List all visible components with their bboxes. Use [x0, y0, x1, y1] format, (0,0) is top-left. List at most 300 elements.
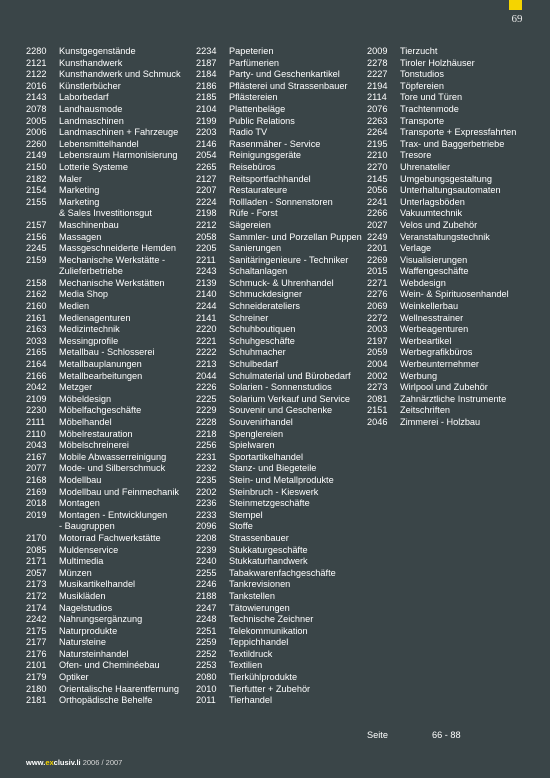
directory-entry [26, 498, 191, 510]
directory-entry [196, 579, 366, 591]
entry-name: Tierhandel [229, 695, 273, 706]
directory-entry [26, 382, 191, 394]
entry-name: Spielwaren [229, 440, 275, 451]
entry-name: Parfümerien [229, 57, 280, 68]
entry-name: Schuhboutiquen [229, 324, 296, 335]
entry-name: Schaltanlagen [229, 266, 288, 277]
entry-code: 2247 [196, 602, 217, 613]
entry-name: Solarien - Sonnenstudios [229, 382, 332, 393]
entry-name: Lebensraum Harmonisierung [59, 150, 178, 161]
entry-code: 2226 [196, 382, 217, 393]
entry-code: 2244 [196, 301, 217, 312]
entry-code: 2004 [367, 359, 388, 370]
entry-name: Wein- & Spirituosenhandel [400, 289, 509, 300]
entry-name: Telekommunikation [229, 625, 308, 636]
directory-column-3-list [367, 46, 537, 429]
directory-entry [367, 336, 537, 348]
entry-code: 2167 [26, 451, 47, 462]
entry-name: Mode- und Silberschmuck [59, 463, 166, 474]
directory-entry [26, 405, 191, 417]
entry-name: Tabakwarenfachgeschäfte [229, 567, 336, 578]
entry-name: Kunsthandwerk und Schmuck [59, 69, 181, 80]
directory-entry [26, 521, 191, 533]
entry-code: 2005 [26, 115, 47, 126]
entry-code: 2016 [26, 80, 47, 91]
entry-code: 2175 [26, 625, 47, 636]
entry-code: 2127 [196, 173, 217, 184]
entry-code: 2199 [196, 115, 217, 126]
entry-name: Multimedia [59, 556, 104, 567]
directory-entry [26, 603, 191, 615]
directory-entry [196, 475, 366, 487]
entry-code: 2187 [196, 57, 217, 68]
entry-name: Metallbau - Schlosserei [59, 347, 155, 358]
directory-entry [367, 162, 537, 174]
directory-entry [26, 510, 191, 522]
entry-code: 2166 [26, 370, 47, 381]
entry-name: Natursteinhandel [59, 648, 129, 659]
entry-name: Optiker [59, 672, 89, 683]
directory-entry [26, 150, 191, 162]
entry-name: Steinmetzgeschäfte [229, 498, 310, 509]
entry-code: 2203 [196, 127, 217, 138]
entry-name: Media Shop [59, 289, 109, 300]
entry-code: 2176 [26, 648, 47, 659]
entry-name: Töpfereien [400, 80, 444, 91]
directory-entry [26, 545, 191, 557]
entry-name: Rasenmäher - Service [229, 138, 321, 149]
entry-name: Musikläden [59, 590, 106, 601]
entry-code: 2240 [196, 556, 217, 567]
directory-entry [196, 417, 366, 429]
page-number: 69 [511, 13, 523, 25]
entry-name: & Sales Investitionsgut [59, 208, 152, 219]
entry-name: Strassenbauer [229, 532, 289, 543]
entry-name: Reinigungsgeräte [229, 150, 302, 161]
entry-code: 2242 [26, 614, 47, 625]
directory-entry [196, 556, 366, 568]
entry-name: Künstlerbücher [59, 80, 121, 91]
directory-entry [196, 672, 366, 684]
entry-name: Rüfe - Forst [229, 208, 278, 219]
entry-name: Transporte [400, 115, 445, 126]
entry-name: Nahrungsergänzung [59, 614, 143, 625]
entry-name: Wellnesstrainer [400, 312, 464, 323]
directory-entry [26, 429, 191, 441]
directory-entry [26, 301, 191, 313]
entry-name: Maler [59, 173, 82, 184]
directory-entry [196, 46, 366, 58]
entry-name: Landmaschinen + Fahrzeuge [59, 127, 179, 138]
entry-code: 2221 [196, 335, 217, 346]
entry-name: Lebensmittelhandel [59, 138, 139, 149]
directory-entry [367, 266, 537, 278]
entry-name: Schmuckdesigner [229, 289, 303, 300]
entry-name: Verlage [400, 243, 432, 254]
entry-code: 2271 [367, 277, 388, 288]
directory-entry [26, 556, 191, 568]
directory-entry [26, 626, 191, 638]
entry-name: Ofen- und Cheminéebau [59, 660, 160, 671]
directory-entry [26, 278, 191, 290]
entry-name: Medienagenturen [59, 312, 131, 323]
entry-name: Tonstudios [400, 69, 444, 80]
entry-name: Teppichhandel [229, 637, 289, 648]
entry-name: Stukkaturgeschäfte [229, 544, 308, 555]
directory-entry [196, 139, 366, 151]
entry-code: 2210 [367, 150, 388, 161]
directory-entry [26, 313, 191, 325]
directory-entry [196, 255, 366, 267]
directory-entry [196, 510, 366, 522]
entry-code: 2043 [26, 440, 47, 451]
directory-entry [26, 695, 191, 707]
directory-entry [196, 533, 366, 545]
directory-entry [367, 174, 537, 186]
directory-column-1 [26, 46, 191, 707]
entry-code: 2186 [196, 80, 217, 91]
directory-entry [196, 243, 366, 255]
entry-name: Stempel [229, 509, 263, 520]
directory-entry [196, 116, 366, 128]
directory-entry [367, 197, 537, 209]
entry-name: Tore und Türen [400, 92, 463, 103]
footer [26, 758, 122, 767]
entry-code: 2069 [367, 301, 388, 312]
entry-code: 2059 [367, 347, 388, 358]
directory-entry [26, 347, 191, 359]
entry-name: Mechanische Werkstätten [59, 277, 165, 288]
entry-code: 2255 [196, 567, 217, 578]
directory-entry [196, 394, 366, 406]
directory-entry [367, 243, 537, 255]
entry-name: Zulieferbetriebe [59, 266, 123, 277]
footer-url[interactable] [26, 758, 81, 767]
entry-name: Tankrevisionen [229, 579, 291, 590]
directory-entry [367, 92, 537, 104]
entry-code: 2170 [26, 532, 47, 543]
footer-url-prefix: www. [26, 758, 46, 767]
entry-code: 2194 [367, 80, 388, 91]
entry-name: Montagen - Entwicklungen [59, 509, 168, 520]
directory-entry [26, 660, 191, 672]
entry-name: Werbegrafikbüros [400, 347, 473, 358]
entry-code: 2220 [196, 324, 217, 335]
entry-name: Umgebungsgestaltung [400, 173, 492, 184]
entry-code: 2180 [26, 683, 47, 694]
entry-code: 2143 [26, 92, 47, 103]
directory-entry [26, 324, 191, 336]
directory-entry [196, 127, 366, 139]
directory-entry [196, 371, 366, 383]
entry-name: Orientalische Haarentfernung [59, 683, 180, 694]
entry-code: 2058 [196, 231, 217, 242]
entry-code: 2162 [26, 289, 47, 300]
entry-code: 2235 [196, 474, 217, 485]
entry-code: 2154 [26, 185, 47, 196]
entry-code: 2184 [196, 69, 217, 80]
entry-code: 2081 [367, 393, 388, 404]
entry-name: Sägereien [229, 219, 271, 230]
entry-name: Unterlagsböden [400, 196, 465, 207]
entry-code: 2208 [196, 532, 217, 543]
entry-name: Plattenbeläge [229, 103, 286, 114]
directory-entry [196, 637, 366, 649]
directory-entry [26, 649, 191, 661]
directory-entry [26, 69, 191, 81]
entry-name: Metallbearbeitungen [59, 370, 143, 381]
entry-code: 2182 [26, 173, 47, 184]
entry-name: Orthopädische Behelfe [59, 695, 153, 706]
entry-name: Werbeagenturen [400, 324, 469, 335]
directory-entry [367, 185, 537, 197]
entry-code: 2251 [196, 625, 217, 636]
entry-code: 2263 [367, 115, 388, 126]
entry-code: 2044 [196, 370, 217, 381]
directory-entry [367, 150, 537, 162]
directory-entry [26, 208, 191, 220]
directory-entry [367, 104, 537, 116]
entry-name: Steinbruch - Kieswerk [229, 486, 319, 497]
entry-code: 2163 [26, 324, 47, 335]
directory-entry [26, 266, 191, 278]
entry-code: 2161 [26, 312, 47, 323]
entry-name: Textildruck [229, 648, 273, 659]
footer-url-suffix: clusiv.li [53, 758, 81, 767]
entry-name: Radio TV [229, 127, 268, 138]
entry-name: Metzger [59, 382, 93, 393]
entry-name: Tierzucht [400, 46, 438, 56]
entry-name: Tierkühlprodukte [229, 672, 298, 683]
entry-code: 2151 [367, 405, 388, 416]
directory-entry [367, 301, 537, 313]
entry-code: 2057 [26, 567, 47, 578]
entry-name: Münzen [59, 567, 92, 578]
entry-name: Stanz- und Biegeteile [229, 463, 317, 474]
directory-entry [196, 649, 366, 661]
entry-name: Sammler- und Porzellan Puppen [229, 231, 362, 242]
entry-name: Möbelfachgeschäfte [59, 405, 142, 416]
directory-entry [26, 359, 191, 371]
directory-entry [26, 475, 191, 487]
entry-code: 2213 [196, 359, 217, 370]
entry-code: 2232 [196, 463, 217, 474]
entry-code: 2164 [26, 359, 47, 370]
directory-entry [196, 289, 366, 301]
entry-name: Messingprofile [59, 335, 119, 346]
directory-entry [367, 81, 537, 93]
entry-name: Solarium Verkauf und Service [229, 393, 351, 404]
directory-entry [196, 614, 366, 626]
directory-entry [367, 46, 537, 58]
entry-code: 2121 [26, 57, 47, 68]
entry-code: 2212 [196, 219, 217, 230]
directory-entry [367, 394, 537, 406]
entry-name: Textilien [229, 660, 263, 671]
entry-code: 2264 [367, 127, 388, 138]
directory-entry [367, 220, 537, 232]
page-reference [367, 730, 537, 742]
page-reference-label: Seite [367, 730, 388, 740]
entry-code: 2015 [367, 266, 388, 277]
entry-code: 2179 [26, 672, 47, 683]
entry-code: 2033 [26, 335, 47, 346]
entry-name: Möbelrestauration [59, 428, 133, 439]
directory-entry [367, 417, 537, 429]
entry-code: 2158 [26, 277, 47, 288]
directory-entry [26, 289, 191, 301]
entry-code: 2155 [26, 196, 47, 207]
directory-entry [26, 139, 191, 151]
directory-entry [367, 405, 537, 417]
entry-code: 2207 [196, 185, 217, 196]
entry-name: Pflästereien [229, 92, 278, 103]
accent-bar [509, 0, 522, 10]
directory-entry [196, 324, 366, 336]
entry-name: Souvenirhandel [229, 417, 293, 427]
directory-entry [367, 359, 537, 371]
directory-entry [196, 104, 366, 116]
entry-code: 2236 [196, 498, 217, 509]
entry-name: Wirlpool und Zubehör [400, 382, 488, 393]
entry-name: Mobile Abwasserreinigung [59, 451, 167, 462]
entry-name: Möbeldesign [59, 393, 112, 404]
entry-code: 2253 [196, 660, 217, 671]
entry-code: 2096 [196, 521, 217, 532]
entry-code: 2085 [26, 544, 47, 555]
entry-name: Party- und Geschenkartikel [229, 69, 340, 80]
entry-name: Naturprodukte [59, 625, 118, 636]
footer-url-highlight: ex [45, 758, 54, 767]
entry-code: 2139 [196, 277, 217, 288]
directory-entry [196, 347, 366, 359]
directory-entry [26, 58, 191, 70]
entry-code: 2252 [196, 648, 217, 659]
entry-code: 2114 [367, 92, 387, 103]
entry-name: Werbung [400, 370, 438, 381]
entry-name: Nagelstudios [59, 602, 113, 613]
entry-code: 2259 [196, 637, 217, 648]
directory-entry [196, 278, 366, 290]
directory-entry [196, 92, 366, 104]
entry-code: 2234 [196, 46, 217, 56]
directory-entry [26, 255, 191, 267]
entry-code: 2168 [26, 474, 47, 485]
directory-entry [196, 174, 366, 186]
entry-code: 2009 [367, 46, 388, 56]
directory-entry [26, 371, 191, 383]
entry-code: 2185 [196, 92, 217, 103]
entry-code: 2205 [196, 243, 217, 254]
directory-entry [196, 452, 366, 464]
entry-name: Papeterien [229, 46, 274, 56]
entry-code: 2280 [26, 46, 47, 56]
entry-code: 2229 [196, 405, 217, 416]
entry-name: Schmuck- & Uhrenhandel [229, 277, 334, 288]
entry-code: 2224 [196, 196, 217, 207]
directory-entry [367, 371, 537, 383]
entry-code: 2231 [196, 451, 217, 462]
entry-code: 2256 [196, 440, 217, 451]
entry-name: Schuhmacher [229, 347, 286, 358]
entry-code: 2278 [367, 57, 388, 68]
entry-name: Tresore [400, 150, 432, 161]
entry-code: 2171 [26, 556, 47, 567]
entry-code: 2080 [196, 672, 217, 683]
directory-column-3 [367, 46, 537, 429]
entry-name: Muldenservice [59, 544, 119, 555]
footer-edition: 2006 / 2007 [82, 758, 123, 767]
directory-entry [196, 266, 366, 278]
entry-name: Landmaschinen [59, 115, 124, 126]
entry-name: Medien [59, 301, 90, 312]
entry-code: 2150 [26, 161, 47, 172]
entry-code: 2076 [367, 103, 388, 114]
directory-entry [196, 695, 366, 707]
directory-entry [196, 336, 366, 348]
entry-name: Technische Zeichner [229, 614, 314, 625]
directory-entry [196, 684, 366, 696]
directory-entry [196, 220, 366, 232]
directory-entry [196, 232, 366, 244]
entry-name: Sanierungen [229, 243, 282, 254]
directory-entry [367, 382, 537, 394]
entry-code: 2197 [367, 335, 388, 346]
page-reference-range: 66 - 88 [432, 730, 461, 740]
entry-name: Kunstgegenstände [59, 46, 136, 56]
entry-name: Zeitschriften [400, 405, 451, 416]
entry-code: 2172 [26, 590, 47, 601]
entry-name: Natursteine [59, 637, 106, 648]
entry-code: 2159 [26, 254, 47, 265]
directory-entry [367, 232, 537, 244]
entry-name: Musikartikelhandel [59, 579, 136, 590]
entry-code: 2177 [26, 637, 47, 648]
entry-code: 2198 [196, 208, 217, 219]
entry-name: Metallbauplanungen [59, 359, 142, 370]
entry-name: Pflästerei und Strassenbauer [229, 80, 348, 91]
entry-name: Rollladen - Sonnenstoren [229, 196, 333, 207]
directory-entry [196, 58, 366, 70]
entry-code: 2241 [367, 196, 388, 207]
entry-name: Schulmaterial und Bürobedarf [229, 370, 351, 381]
directory-entry [26, 185, 191, 197]
entry-code [26, 208, 59, 220]
entry-name: Spenglereien [229, 428, 284, 439]
entry-name: Restaurateure [229, 185, 288, 196]
entry-name: Tierfutter + Zubehör [229, 683, 311, 694]
entry-code: 2109 [26, 393, 47, 404]
entry-name: Montagen [59, 498, 100, 509]
directory-entry [196, 197, 366, 209]
directory-entry [26, 92, 191, 104]
entry-code: 2160 [26, 301, 47, 312]
entry-code: 2101 [26, 660, 47, 671]
entry-code: 2077 [26, 463, 47, 474]
entry-name: Tankstellen [229, 590, 275, 601]
directory-entry [196, 463, 366, 475]
entry-name: Weinkellerbau [400, 301, 459, 312]
directory-entry [196, 429, 366, 441]
entry-name: Stukkaturhandwerk [229, 556, 308, 567]
directory-entry [26, 579, 191, 591]
entry-code: 2141 [196, 312, 217, 323]
directory-entry [26, 243, 191, 255]
directory-entry [26, 174, 191, 186]
entry-code: 2233 [196, 509, 217, 520]
entry-name: Tiroler Holzhäuser [400, 57, 475, 68]
directory-entry [26, 568, 191, 580]
